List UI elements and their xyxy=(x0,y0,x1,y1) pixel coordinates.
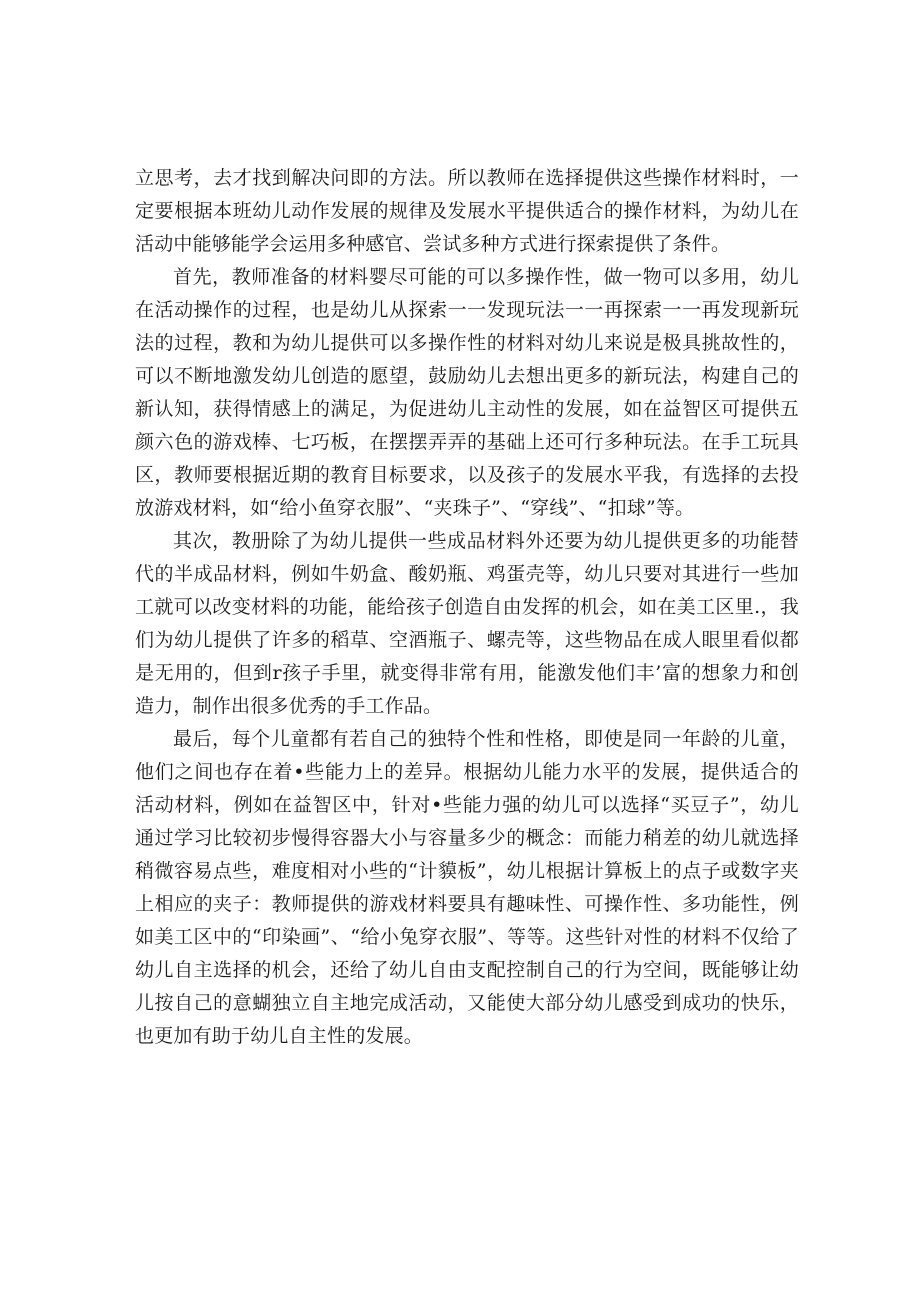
paragraph-3: 其次，教册除了为幼儿提供一些成品材料外还要为幼儿提供更多的功能替代的半成品材料，例如牛奶盒、酸奶瓶、鸡蛋壳等，幼儿只要对其进行一些加工就可以改变材料的功能，能给孩子创造自由发挥的机会，如在美工区里.，我们为幼儿提供了许多的稻草、空酒瓶子、螺壳等，这些物品在成人眼里看似都是无用的，但到r孩子手里，就变得非常有用，能激发他们丰’富的想象力和创造力，制作出很多优秀的手工作品。 xyxy=(135,530,799,717)
paragraph-2: 首先，教师准备的材料婴尽可能的可以多操作性，做一物可以多用，幼儿在活动操作的过程，也是幼儿从探索一一发现玩法一一再探索一一再发现新玩法的过程，教和为幼儿提供可以多操作性的材料对幼儿来说是极具挑故性的，可以不断地激发幼儿创造的愿望，鼓励幼儿去想出更多的新玩法，构建自己的新认知，获得情感上的满足，为促进幼儿主动性的发展，如在益智区可提供五颜六色的游戏棒、七巧板，在摆摆弄弄的基础上还可行多种玩法。在手工玩具区，教师要根据近期的教育目标要求，以及孩子的发展水平我，有选择的去投放游戏材料，如“给小鱼穿衣服”、“夹珠子”、“穿线”、“扣球”等。 xyxy=(135,266,799,519)
paragraph-1: 立思考，去才找到解决问即的方法。所以教师在选择提供这些操作材料时，一定要根据本班幼儿动作发展的规律及发展水平提供适合的操作材料，为幼儿在活动中能够能学会运用多种感官、尝试多种方式进行探索提供了条件。 xyxy=(135,167,799,255)
document-body xyxy=(135,162,799,1053)
paragraph-4: 最后，每个儿童都有若自己的独特个性和性格，即使是同一年龄的儿童，他们之间也存在着•些能力上的差异。根据幼儿能力水平的发展，提供适合的活动材料，例如在益智区中，针对•些能力强的幼儿可以选择“买豆子”，幼儿通过学习比较初步慢得容器大小与容量多少的概念：而能力稍差的幼儿就选择稍微容易点些，难度相对小些的“计貘板”，幼儿根据计算板上的点子或数字夹上相应的夹子：教师提供的游戏材料要具有趣味性、可操作性、多功能性，例如美工区中的“印染画”、“给小兔穿衣服”、等等。这些针对性的材料不仅给了幼儿自主选择的机会，还给了幼儿自由支配控制自己的行为空间，既能够让幼儿按自己的意蝴独立自主地完成活动，又能使大部分幼儿感受到成功的快乐，也更加有助于幼儿自主性的发展。 xyxy=(135,728,799,1047)
